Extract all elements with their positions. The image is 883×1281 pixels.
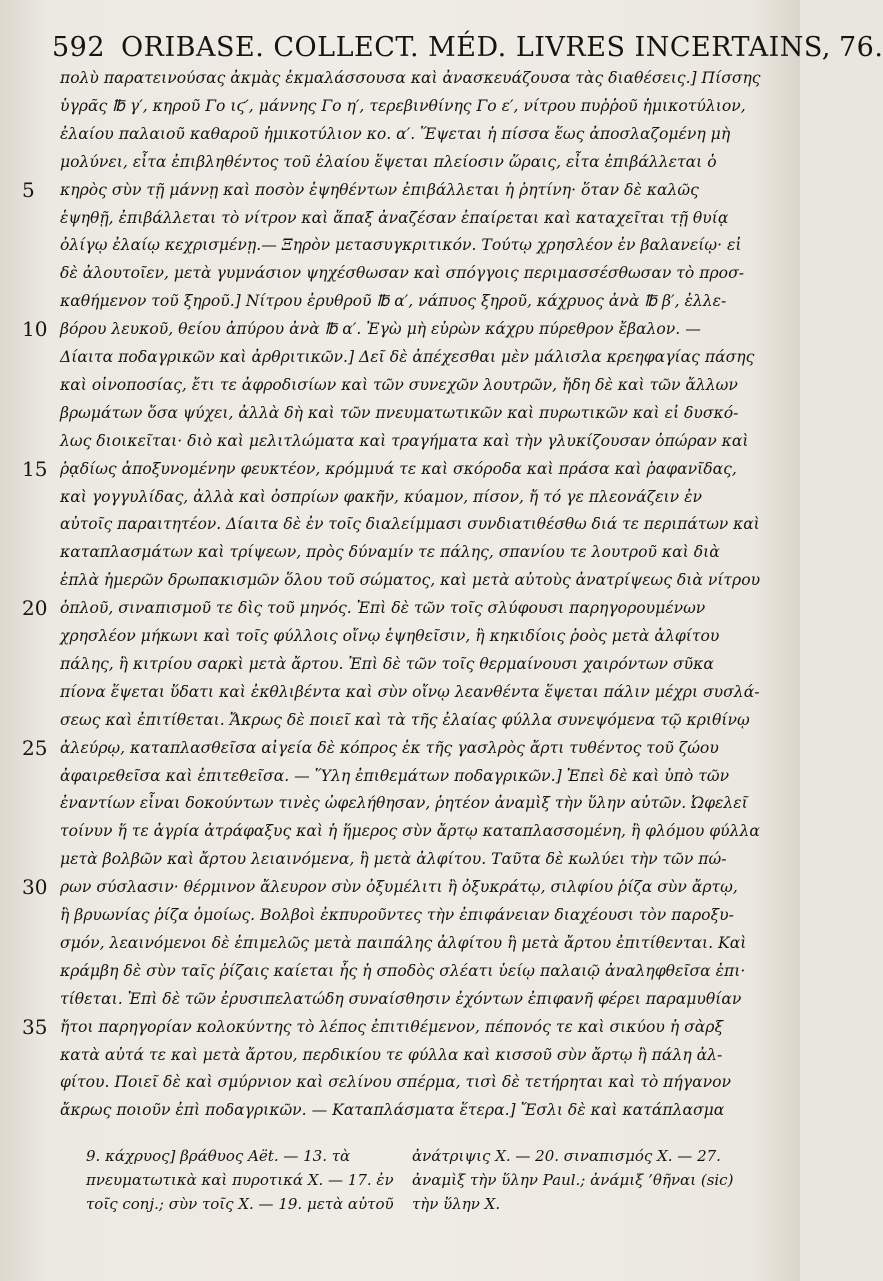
text-line: κράμβη δὲ σὺν ταῖς ῥίζαις καίεται ἧς ἡ σποδὸς σλέατι ὑείῳ παλαιῷ ἀναληφθεῖσα ἐπι· <box>60 961 746 980</box>
footnote-line: πνευματωτικὰ καὶ πυροτικά X. — 17. ἐν <box>86 1171 394 1189</box>
text-line: σεως καὶ ἐπιτίθεται. Ἄκρως δὲ ποιεῖ καὶ τὰ τῆς ἐλαίας φύλλα συνεψόμενα τῷ κριθίνῳ <box>60 710 750 729</box>
text-line: καὶ γογγυλίδας, ἀλλὰ καὶ ὀσπρίων φακῆν, κύαμον, πίσον, ἤ τό γε πλεονάζειν ἐν <box>60 487 702 506</box>
text-line: τίθεται. Ἐπὶ δὲ τῶν ἐρυσιπελατώδη συναίσθησιν ἐχόντων ἐπιφανῆ φέρει παραμυθίαν <box>60 989 742 1008</box>
text-line: ἄκρως ποιοῦν ἐπὶ ποδαγρικῶν. — Καταπλάσματα ἕτερα.] Ἔσλι δὲ καὶ κατάπλασμα <box>60 1101 725 1120</box>
footnote-line: τοῖς conj.; σὺν τοῖς X. — 19. μετὰ αὐτοῦ <box>86 1195 394 1213</box>
line-number: 35 <box>22 1014 48 1039</box>
text-line: ἢ βρυωνίας ῥίζα ὁμοίως. Βολβοὶ ἐκπυροῦντες τὴν ἐπιφάνειαν διαχέουσι τὸν παροξυ- <box>60 906 734 924</box>
running-header <box>52 32 883 63</box>
text-line: κατὰ αὐτά τε καὶ μετὰ ἄρτου, περδικίου τε φύλλα καὶ κισσοῦ σὺν ἄρτῳ ἢ πάλη ἀλ- <box>60 1045 723 1064</box>
line-number: 20 <box>22 596 48 621</box>
footnotes-right-column <box>412 1144 733 1216</box>
text-line: μολύνει, εἶτα ἐπιβληθέντος τοῦ ἐλαίου ἕψεται πλείοσιν ὥραις, εἶτα ἐπιβάλλεται ὁ <box>60 152 717 171</box>
text-line: σμόν, λεαινόμενοι δὲ ἐπιμελῶς μετὰ παιπάλης ἀλφίτου ἢ μετὰ ἄρτου ἐπιτίθενται. Καὶ <box>60 933 747 952</box>
line-number: 5 <box>22 177 35 202</box>
text-line: μετὰ βολβῶν καὶ ἄρτου λειαινόμενα, ἢ μετὰ ἀλφίτου. Ταῦτα δὲ κωλύει τὴν τῶν πώ- <box>60 850 727 869</box>
footnote-line: ἀνάτριψις X. — 20. σιναπισμός X. — 27. <box>412 1147 721 1165</box>
text-line: βρωμάτων ὅσα ψύχει, ἀλλὰ δὴ καὶ τῶν πνευματωτικῶν καὶ πυρωτικῶν καὶ εἰ δυσκό- <box>60 403 739 422</box>
text-line: πάλης, ἢ κιτρίου σαρκὶ μετὰ ἄρτου. Ἐπὶ δὲ τῶν τοῖς θερμαίνουσι χαιρόντων σῦκα <box>60 654 714 673</box>
text-line: πίονα ἕψεται ὕδατι καὶ ἐκθλιβέντα καὶ σὺν οἴνῳ λεανθέντα ἕψεται πάλιν μέχρι συσλά- <box>60 682 760 701</box>
text-line: Δίαιτα ποδαγρικῶν καὶ ἀρθριτικῶν.] Δεῖ δὲ ἀπέχεσθαι μὲν μάλισλα κρεηφαγίας πάσης <box>60 348 755 366</box>
text-line: ὀπλοῦ, σιναπισμοῦ τε δὶς τοῦ μηνός. Ἐπὶ δὲ τῶν τοῖς σλύφουσι παρηγορουμένων <box>60 599 706 618</box>
text-line: δὲ ἀλουτοῖεν, μετὰ γυμνάσιον ψηχέσθωσαν καὶ σπόγγοις περιμασσέσθωσαν τὸ προσ- <box>60 264 744 283</box>
text-line: ἑπλὰ ἡμερῶν δρωπακισμῶν ὅλου τοῦ σώματος, καὶ μετὰ αὐτοὺς ἀνατρίψεως διὰ νίτρου <box>60 571 761 590</box>
page-number: 592 <box>52 32 106 63</box>
text-line: ἤτοι παρηγορίαν κολοκύντης τὸ λέπος ἐπιτιθέμενον, πέπονός τε καὶ σικύου ἡ σὰρξ <box>60 1017 724 1036</box>
text-line: ἐλαίου παλαιοῦ καθαροῦ ἡμικοτύλιον κο. α′. Ἕψεται ἡ πίσσα ἕως ἀποσλαζομένη μὴ <box>60 124 731 143</box>
text-line: ὀλίγῳ ἐλαίῳ κεχρισμένῃ.— Ξηρὸν μετασυγκριτικόν. Τούτῳ χρησλέον ἐν βαλανείῳ· εἰ <box>60 236 742 255</box>
footnotes-left-column <box>86 1144 394 1216</box>
text-line: φίτου. Ποιεῖ δὲ καὶ σμύρνιον καὶ σελίνου σπέρμα, τισὶ δὲ τετήρηται καὶ τὸ πήγανον <box>60 1073 731 1092</box>
text-line: καθήμενον τοῦ ξηροῦ.] Νίτρου ἐρυθροῦ ℔ α′, νάπυος ξηροῦ, κάχρυος ἀνὰ ℔ β′, ἐλλε- <box>60 292 727 311</box>
text-line: καὶ οἰνοποσίας, ἔτι τε ἀφροδισίων καὶ τῶν συνεχῶν λουτρῶν, ἤδη δὲ καὶ τῶν ἄλλων <box>60 375 738 394</box>
text-line: χρησλέον μήκωνι καὶ τοῖς φύλλοις οἴνῳ ἑψηθεῖσιν, ἢ κηκιδίοις ῥοὸς μετὰ ἀλφίτου <box>60 627 720 645</box>
text-line: τοίνυν ἥ τε ἀγρία ἀτράφαξυς καὶ ἡ ἥμερος σὺν ἄρτῳ καταπλασσομένη, ἢ φλόμου φύλλα <box>60 822 760 841</box>
text-line: ἐναντίων εἶναι δοκούντων τινὲς ὠφελήθησαν, ῥητέον ἀναμὶξ τὴν ὕλην αὐτῶν. Ὠφελεῖ <box>60 794 748 813</box>
text-line: πολὺ παρατεινούσας ἀκμὰς ἐκμαλάσσουσα καὶ ἀνασκευάζουσα τὰς διαθέσεις.] Πίσσης <box>60 69 761 87</box>
text-line: ἀφαιρεθεῖσα καὶ ἐπιτεθεῖσα. — Ὕλη ἐπιθεμάτων ποδαγρικῶν.] Ἐπεὶ δὲ καὶ ὑπὸ τῶν <box>60 766 730 785</box>
text-line: καταπλασμάτων καὶ τρίψεων, πρὸς δύναμίν τε πάλης, σπανίου τε λουτροῦ καὶ διὰ <box>60 543 720 562</box>
text-line: ἑψηθῇ, ἐπιβάλλεται τὸ νίτρον καὶ ἅπαξ ἀναζέσαν ἐπαίρεται καὶ καταχεῖται τῇ θυίᾳ <box>60 208 729 227</box>
line-number: 15 <box>22 456 48 481</box>
line-number: 10 <box>22 317 48 342</box>
text-line: κηρὸς σὺν τῇ μάννῃ καὶ ποσὸν ἑψηθέντων ἐπιβάλλεται ἡ ῥητίνη· ὅταν δὲ καλῶς <box>60 180 699 199</box>
footnote-line: τὴν ὕλην X. <box>412 1195 501 1213</box>
chapter-number: 76. <box>838 32 883 63</box>
line-number: 30 <box>22 875 48 900</box>
text-line: βόρου λευκοῦ, θείου ἀπύρου ἀνὰ ℔ α′. Ἐγὼ μὴ εὑρὼν κάχρυ πύρεθρον ἔβαλον. — <box>60 320 701 339</box>
text-line: ὑγρᾶς ℔ γ′, κηροῦ Γο ιϛ′, μάννης Γο η′, τερεβινθίνης Γο ε′, νίτρου πυῤῥοῦ ἡμικοτύλιον, <box>60 96 746 115</box>
running-title: ORIBASE. COLLECT. MÉD. LIVRES INCERTAINS, <box>121 32 831 63</box>
text-line: ρων σύσλασιν· θέρμινον ἄλευρον σὺν ὀξυμέλιτι ἢ ὀξυκράτῳ, σιλφίου ῥίζα σὺν ἄρτῳ, <box>60 878 738 897</box>
text-line: ῥᾳδίως ἀποξυνομένην φευκτέον, κρόμμυά τε καὶ σκόροδα καὶ πράσα καὶ ῥαφανῖδας, <box>60 459 737 478</box>
text-line: λως διοικεῖται· διὸ καὶ μελιτλώματα καὶ τραγήματα καὶ τὴν γλυκίζουσαν ὀπώραν καὶ <box>60 431 749 450</box>
footnote-line: 9. κάχρυος] βράθυος Aët. — 13. τὰ <box>86 1147 351 1165</box>
text-line: αὐτοῖς παραιτητέον. Δίαιτα δὲ ἐν τοῖς διαλείμμασι συνδιατιθέσθω διά τε περιπάτων καὶ <box>60 515 760 534</box>
line-number: 25 <box>22 735 48 760</box>
text-line: ἀλεύρῳ, καταπλασθεῖσα αἰγεία δὲ κόπρος ἐκ τῆς γασλρὸς ἄρτι τυθέντος τοῦ ζώου <box>60 738 719 757</box>
footnote-line: ἀναμὶξ τὴν ὕλην Paul.; ἀνάμιξ ’θῆναι (sic) <box>412 1171 734 1189</box>
